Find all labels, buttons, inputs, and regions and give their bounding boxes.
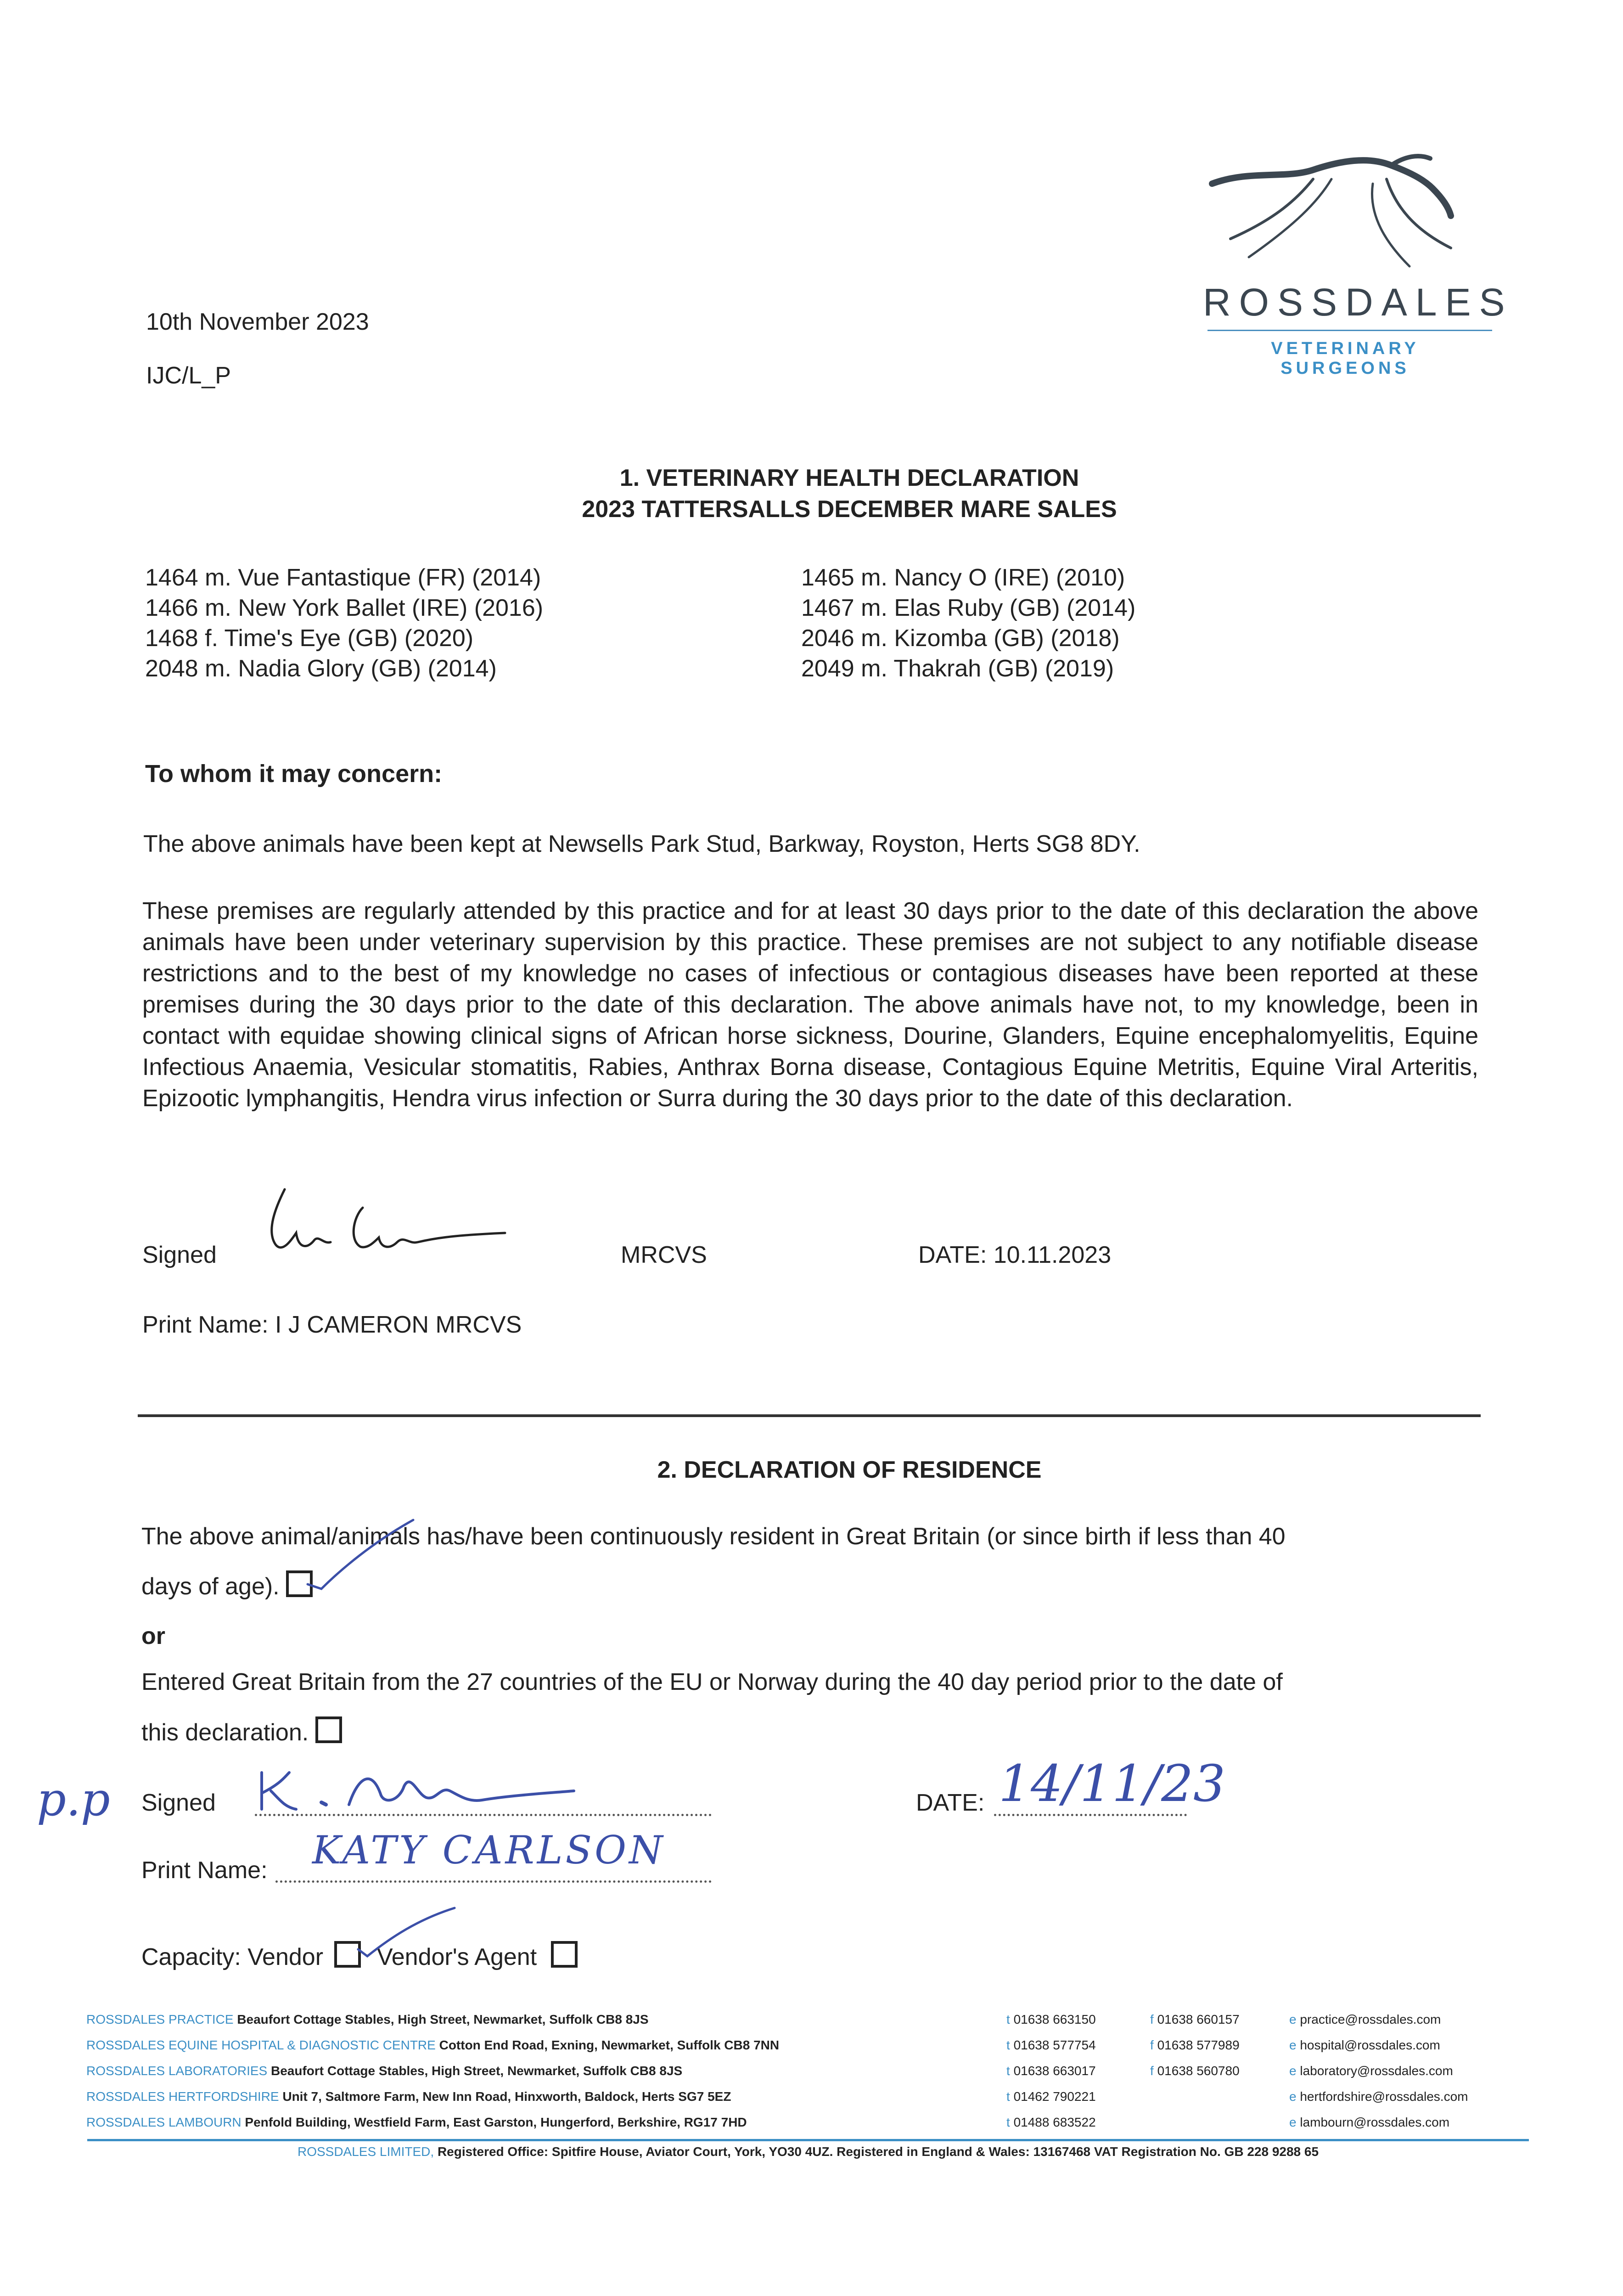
footer-row: ROSSDALES PRACTICE Beaufort Cottage Stables, High Street, Newmarket, Suffolk CB8 8JS <box>86 2012 649 2026</box>
phone: 01488 683522 <box>1013 2115 1096 2129</box>
signed-label-2: Signed <box>141 1790 216 1816</box>
logo-divider <box>1207 330 1492 331</box>
handwritten-print-name: KATY CARLSON <box>312 1828 666 1873</box>
fax: 01638 660157 <box>1157 2012 1240 2026</box>
animal-item: 1466 m. New York Ballet (IRE) (2016) <box>145 595 544 621</box>
animal-item: 2046 m. Kizomba (GB) (2018) <box>801 625 1120 652</box>
footer-row: ROSSDALES LABORATORIES Beaufort Cottage Stables, High Street, Newmarket, Suffolk CB8 8JS <box>86 2064 683 2078</box>
section-divider <box>138 1414 1481 1417</box>
letter-date: 10th November 2023 <box>146 309 369 335</box>
checkmark-icon <box>349 1906 459 1970</box>
email-link[interactable]: hospital@rossdales.com <box>1300 2038 1440 2052</box>
footer-email-column: e practice@rossdales.com e hospital@rossdales.com e laboratory@rossdales.com e hertfordshire@rossdales.com e lambourn@rossdales.com <box>1289 2012 1468 2129</box>
date-label-2: DATE: <box>916 1790 985 1816</box>
logo-subtitle: VETERINARY SURGEONS <box>1271 339 1420 378</box>
animal-item: 2048 m. Nadia Glory (GB) (2014) <box>145 655 497 682</box>
entry-line1: Entered Great Britain from the 27 countries of the EU or Norway during the 40 day period prior to the date of <box>141 1669 1283 1695</box>
section2-title: 2. DECLARATION OF RESIDENCE <box>657 1457 1042 1483</box>
residence-line2: days of age). <box>141 1573 280 1600</box>
entry-line2-row <box>141 1716 342 1748</box>
letter-reference: IJC/L_P <box>146 362 231 389</box>
vet-signature-image <box>257 1180 514 1272</box>
residence-line2-row <box>141 1570 313 1602</box>
phone: 01638 663017 <box>1013 2064 1096 2078</box>
capacity-vendor-label: Capacity: Vendor <box>141 1944 324 1970</box>
margin-note: p.p <box>37 1773 110 1826</box>
declaration-date: DATE: 10.11.2023 <box>918 1242 1112 1268</box>
animal-item: 1467 m. Elas Ruby (GB) (2014) <box>801 595 1136 621</box>
or-label: or <box>141 1623 165 1649</box>
registration-line: ROSSDALES LIMITED, Registered Office: Spitfire House, Aviator Court, York, YO30 4UZ. Registered in England & Wales: 13167468 VAT Registration No. GB 228 9288 65 <box>297 2144 1319 2159</box>
footer-fax-column: f 01638 660157 f 01638 577989 f 01638 560780 <box>1150 2012 1240 2078</box>
footer-addresses <box>86 2010 779 2132</box>
footer-row: ROSSDALES LAMBOURN Penfold Building, Westfield Farm, East Garston, Hungerford, Berkshire, RG17 7HD <box>86 2115 747 2129</box>
animal-item: 1465 m. Nancy O (IRE) (2010) <box>801 564 1125 591</box>
eu-entry-checkbox[interactable] <box>315 1716 342 1743</box>
residence-line1: The above animal/animals has/have been continuously resident in Great Britain (or since birth if less than 40 <box>141 1523 1286 1550</box>
footer-phone-column: t 01638 663150 t 01638 577754 t 01638 663017 t 01462 790221 t 01488 683522 <box>1006 2012 1096 2129</box>
logo-name: ROSSDALES <box>1203 281 1513 324</box>
footer-row: ROSSDALES EQUINE HOSPITAL & DIAGNOSTIC CENTRE Cotton End Road, Exning, Newmarket, Suffolk CB8 7NN <box>86 2038 780 2052</box>
mrcvs-label: MRCVS <box>621 1242 707 1268</box>
phone: 01638 663150 <box>1013 2012 1096 2026</box>
print-name-label-2: Print Name: <box>141 1857 268 1884</box>
vendor-signature-image <box>253 1759 583 1818</box>
phone: 01638 577754 <box>1013 2038 1096 2052</box>
section1-title: 1. VETERINARY HEALTH DECLARATION <box>619 465 1079 491</box>
signed-label: Signed <box>142 1242 217 1268</box>
fax: 01638 560780 <box>1157 2064 1240 2078</box>
email-link[interactable]: practice@rossdales.com <box>1300 2012 1441 2026</box>
footer-divider <box>87 2139 1529 2141</box>
animal-item: 1464 m. Vue Fantastique (FR) (2014) <box>145 564 541 591</box>
veterinary-declaration-paragraph: These premises are regularly attended by this practice and for at least 30 days prior to the date of this declaration the above animals have been under veterinary supervision by this practice. These premises are not subject to any notifiable disease restrictions and to the best of my knowledge no cases of infectious or contagious diseases have been reported at these premises during the 30 days prior to the date of this declaration. The above animals have not, to my knowledge, been in contact with equidae showing clinical signs of African horse sickness, Dourine, Glanders, Equine encephalomyelitis, Equine Infectious Anaemia, Vesicular stomatitis, Rabies, Anthrax Borna disease, Contagious Equine Metritis, Equine Viral Arteritis, Epizootic lymphangitis, Hendra virus infection or Surra during the 30 days prior to the date of this declaration. <box>142 898 1478 1112</box>
vendor-agent-checkbox[interactable] <box>551 1941 578 1968</box>
animal-item: 1468 f. Time's Eye (GB) (2020) <box>145 625 474 652</box>
salutation: To whom it may concern: <box>145 760 443 788</box>
vendor-agent-label: Vendor's Agent <box>376 1944 537 1970</box>
footer-row: ROSSDALES HERTFORDSHIRE Unit 7, Saltmore Farm, New Inn Road, Hinxworth, Baldock, Herts SG7 5EZ <box>86 2089 731 2104</box>
checkmark-icon <box>303 1515 422 1593</box>
vet-print-name: Print Name: I J CAMERON MRCVS <box>142 1311 522 1338</box>
fax: 01638 577989 <box>1157 2038 1240 2052</box>
handwritten-date: 14/11/23 <box>999 1754 1226 1813</box>
galloping-horse-logo-icon <box>1194 152 1513 367</box>
animal-list-right <box>801 563 1135 684</box>
email-link[interactable]: hertfordshire@rossdales.com <box>1300 2089 1468 2104</box>
email-link[interactable]: laboratory@rossdales.com <box>1300 2064 1453 2078</box>
entry-line2: this declaration. <box>141 1719 309 1746</box>
residence-statement: The above animals have been kept at Newsells Park Stud, Barkway, Royston, Herts SG8 8DY. <box>143 831 1140 857</box>
email-link[interactable]: lambourn@rossdales.com <box>1300 2115 1450 2129</box>
animal-list-left <box>145 563 543 684</box>
phone: 01462 790221 <box>1013 2089 1096 2104</box>
animal-item: 2049 m. Thakrah (GB) (2019) <box>801 655 1114 682</box>
section1-subtitle: 2023 TATTERSALLS DECEMBER MARE SALES <box>582 496 1117 523</box>
